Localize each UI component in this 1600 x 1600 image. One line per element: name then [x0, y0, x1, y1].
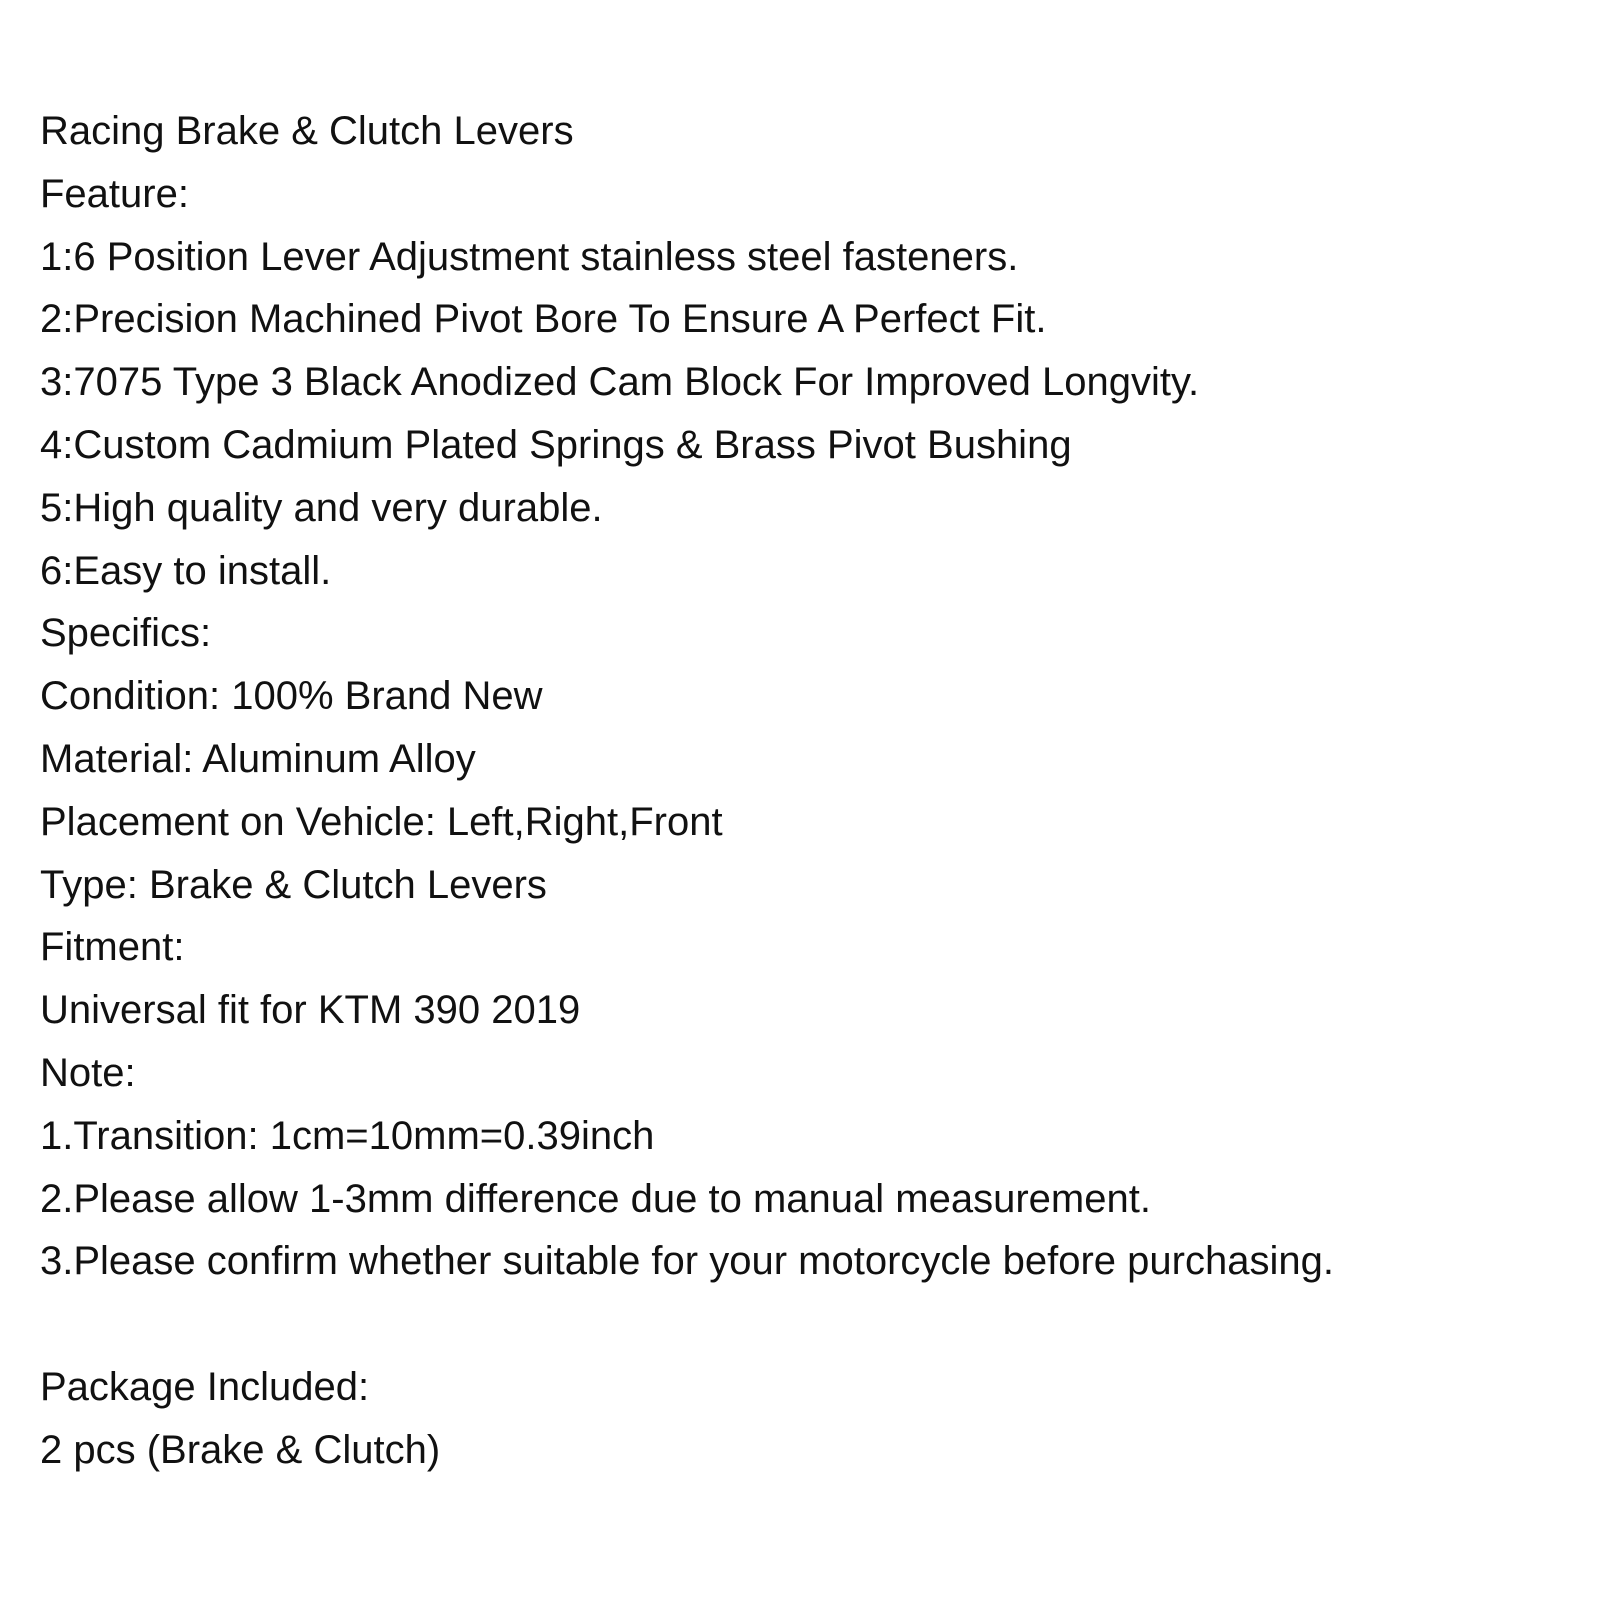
package-heading: Package Included:	[40, 1364, 370, 1409]
feature-item: 2:Precision Machined Pivot Bore To Ensure A Perfect Fit.	[40, 297, 1047, 342]
feature-item: 4:Custom Cadmium Plated Springs & Brass Pivot Bushing	[40, 422, 1072, 467]
product-title: Racing Brake & Clutch Levers	[40, 109, 574, 153]
note-item: 2.Please allow 1-3mm difference due to manual measurement.	[40, 1176, 1151, 1221]
specifics-item: Material: Aluminum Alloy	[40, 736, 476, 781]
specifics-heading: Specifics:	[40, 611, 212, 656]
feature-item: 1:6 Position Lever Adjustment stainless steel fasteners.	[40, 234, 1019, 279]
note-item: 3.Please confirm whether suitable for your motorcycle before purchasing.	[40, 1239, 1334, 1284]
specifics-item: Type: Brake & Clutch Levers	[40, 862, 547, 907]
feature-item: 6:Easy to install.	[40, 548, 332, 593]
feature-item: 5:High quality and very durable.	[40, 485, 603, 530]
note-item: 1.Transition: 1cm=10mm=0.39inch	[40, 1113, 655, 1158]
package-text: 2 pcs (Brake & Clutch)	[40, 1427, 441, 1472]
feature-item: 3:7075 Type 3 Black Anodized Cam Block For Improved Longvity.	[40, 360, 1200, 405]
fitment-text: Universal fit for KTM 390 2019	[40, 988, 581, 1033]
fitment-heading: Fitment:	[40, 925, 185, 970]
note-heading: Note:	[40, 1050, 136, 1095]
specifics-item: Placement on Vehicle: Left,Right,Front	[40, 799, 723, 844]
blank-line	[40, 1293, 1334, 1356]
specifics-item: Condition: 100% Brand New	[40, 674, 543, 719]
product-description	[40, 100, 1334, 1482]
feature-heading: Feature:	[40, 171, 189, 216]
